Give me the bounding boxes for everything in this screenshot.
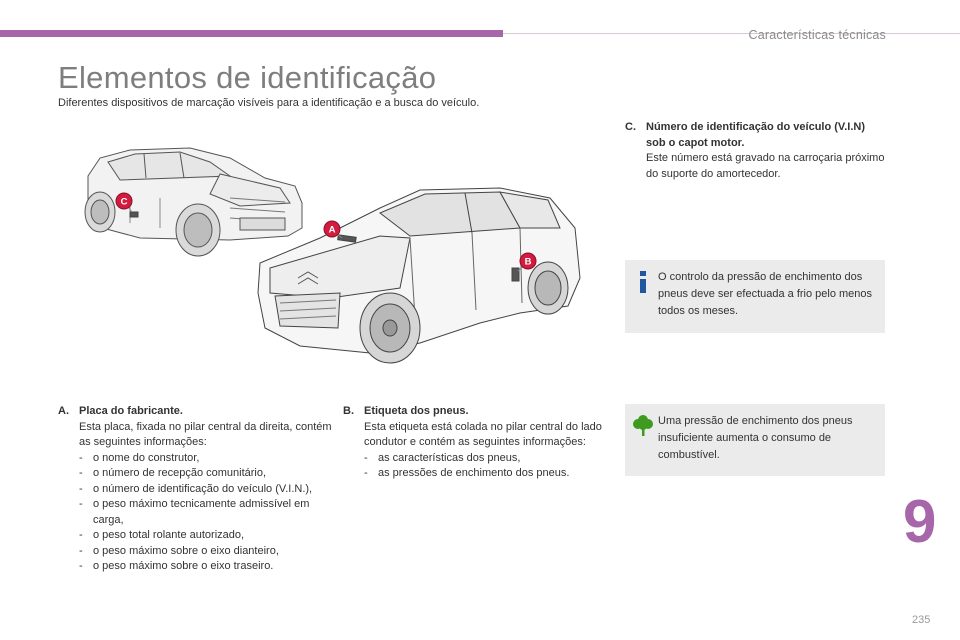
block-b-heading bbox=[343, 404, 605, 420]
list-item: - as características dos pneus, bbox=[364, 451, 521, 464]
eco-box bbox=[625, 404, 885, 476]
block-a-intro: Esta placa, fixada no pilar central da direita, contém as seguintes informações: bbox=[79, 420, 332, 448]
info-box-text: O controlo da pressão de enchimento dos pneus deve ser efectuada a frio pelo menos todos os meses. bbox=[658, 271, 873, 317]
list-item: - o peso máximo sobre o eixo dianteiro, bbox=[79, 544, 279, 557]
vehicle-illustration bbox=[80, 128, 600, 378]
block-a-list bbox=[58, 451, 333, 575]
block-vin bbox=[625, 120, 885, 182]
list-item: - as pressões de enchimento dos pneus. bbox=[364, 467, 570, 479]
marker-b-label: B bbox=[524, 256, 532, 268]
header-rule bbox=[503, 33, 960, 34]
marker-a bbox=[324, 221, 342, 238]
page-title: Elementos de identificação bbox=[58, 60, 437, 95]
eco-box-text: Uma pressão de enchimento dos pneus insuficiente aumenta o consumo de combustível. bbox=[658, 415, 853, 461]
block-a-letter: A. bbox=[58, 405, 69, 417]
list-item: - o peso máximo tecnicamente admissível em carga, bbox=[79, 498, 310, 526]
block-b-intro: Esta etiqueta está colada no pilar central do lado condutor e contém as seguintes informações: bbox=[364, 420, 602, 448]
block-b-list bbox=[343, 451, 605, 482]
block-c-title: Número de identificação do veículo (V.I.N) sob o capot motor. bbox=[646, 121, 866, 149]
block-c-heading bbox=[625, 120, 885, 151]
info-box bbox=[625, 260, 885, 333]
tree-icon bbox=[633, 414, 653, 436]
block-b-title: Etiqueta dos pneus. bbox=[364, 405, 469, 417]
block-c-letter: C. bbox=[625, 121, 636, 133]
chapter-number: 9 bbox=[903, 488, 937, 555]
marker-a-label: A bbox=[328, 224, 336, 236]
header-accent-bar bbox=[0, 30, 503, 37]
block-c-body: Este número está gravado na carroçaria próximo do suporte do amortecedor. bbox=[646, 152, 885, 180]
block-a-heading bbox=[58, 404, 333, 420]
block-a-title: Placa do fabricante. bbox=[79, 405, 183, 417]
list-item: - o peso máximo sobre o eixo traseiro. bbox=[79, 560, 274, 572]
section-title: Características técnicas bbox=[748, 28, 886, 42]
page-number: 235 bbox=[912, 614, 931, 626]
block-tyre-label bbox=[343, 404, 605, 482]
list-item: - o nome do construtor, bbox=[79, 451, 200, 464]
info-icon bbox=[635, 271, 651, 293]
list-item: - o número de recepção comunitário, bbox=[79, 467, 267, 479]
page-subtitle: Diferentes dispositivos de marcação visíveis para a identificação e a busca do veículo. bbox=[58, 97, 480, 109]
block-manufacturer-plate bbox=[58, 404, 333, 575]
marker-c-label: C bbox=[120, 196, 128, 208]
block-b-letter: B. bbox=[343, 405, 354, 417]
list-item: - o número de identificação do veículo (V.I.N.), bbox=[79, 482, 313, 495]
list-item: - o peso total rolante autorizado, bbox=[79, 529, 245, 541]
